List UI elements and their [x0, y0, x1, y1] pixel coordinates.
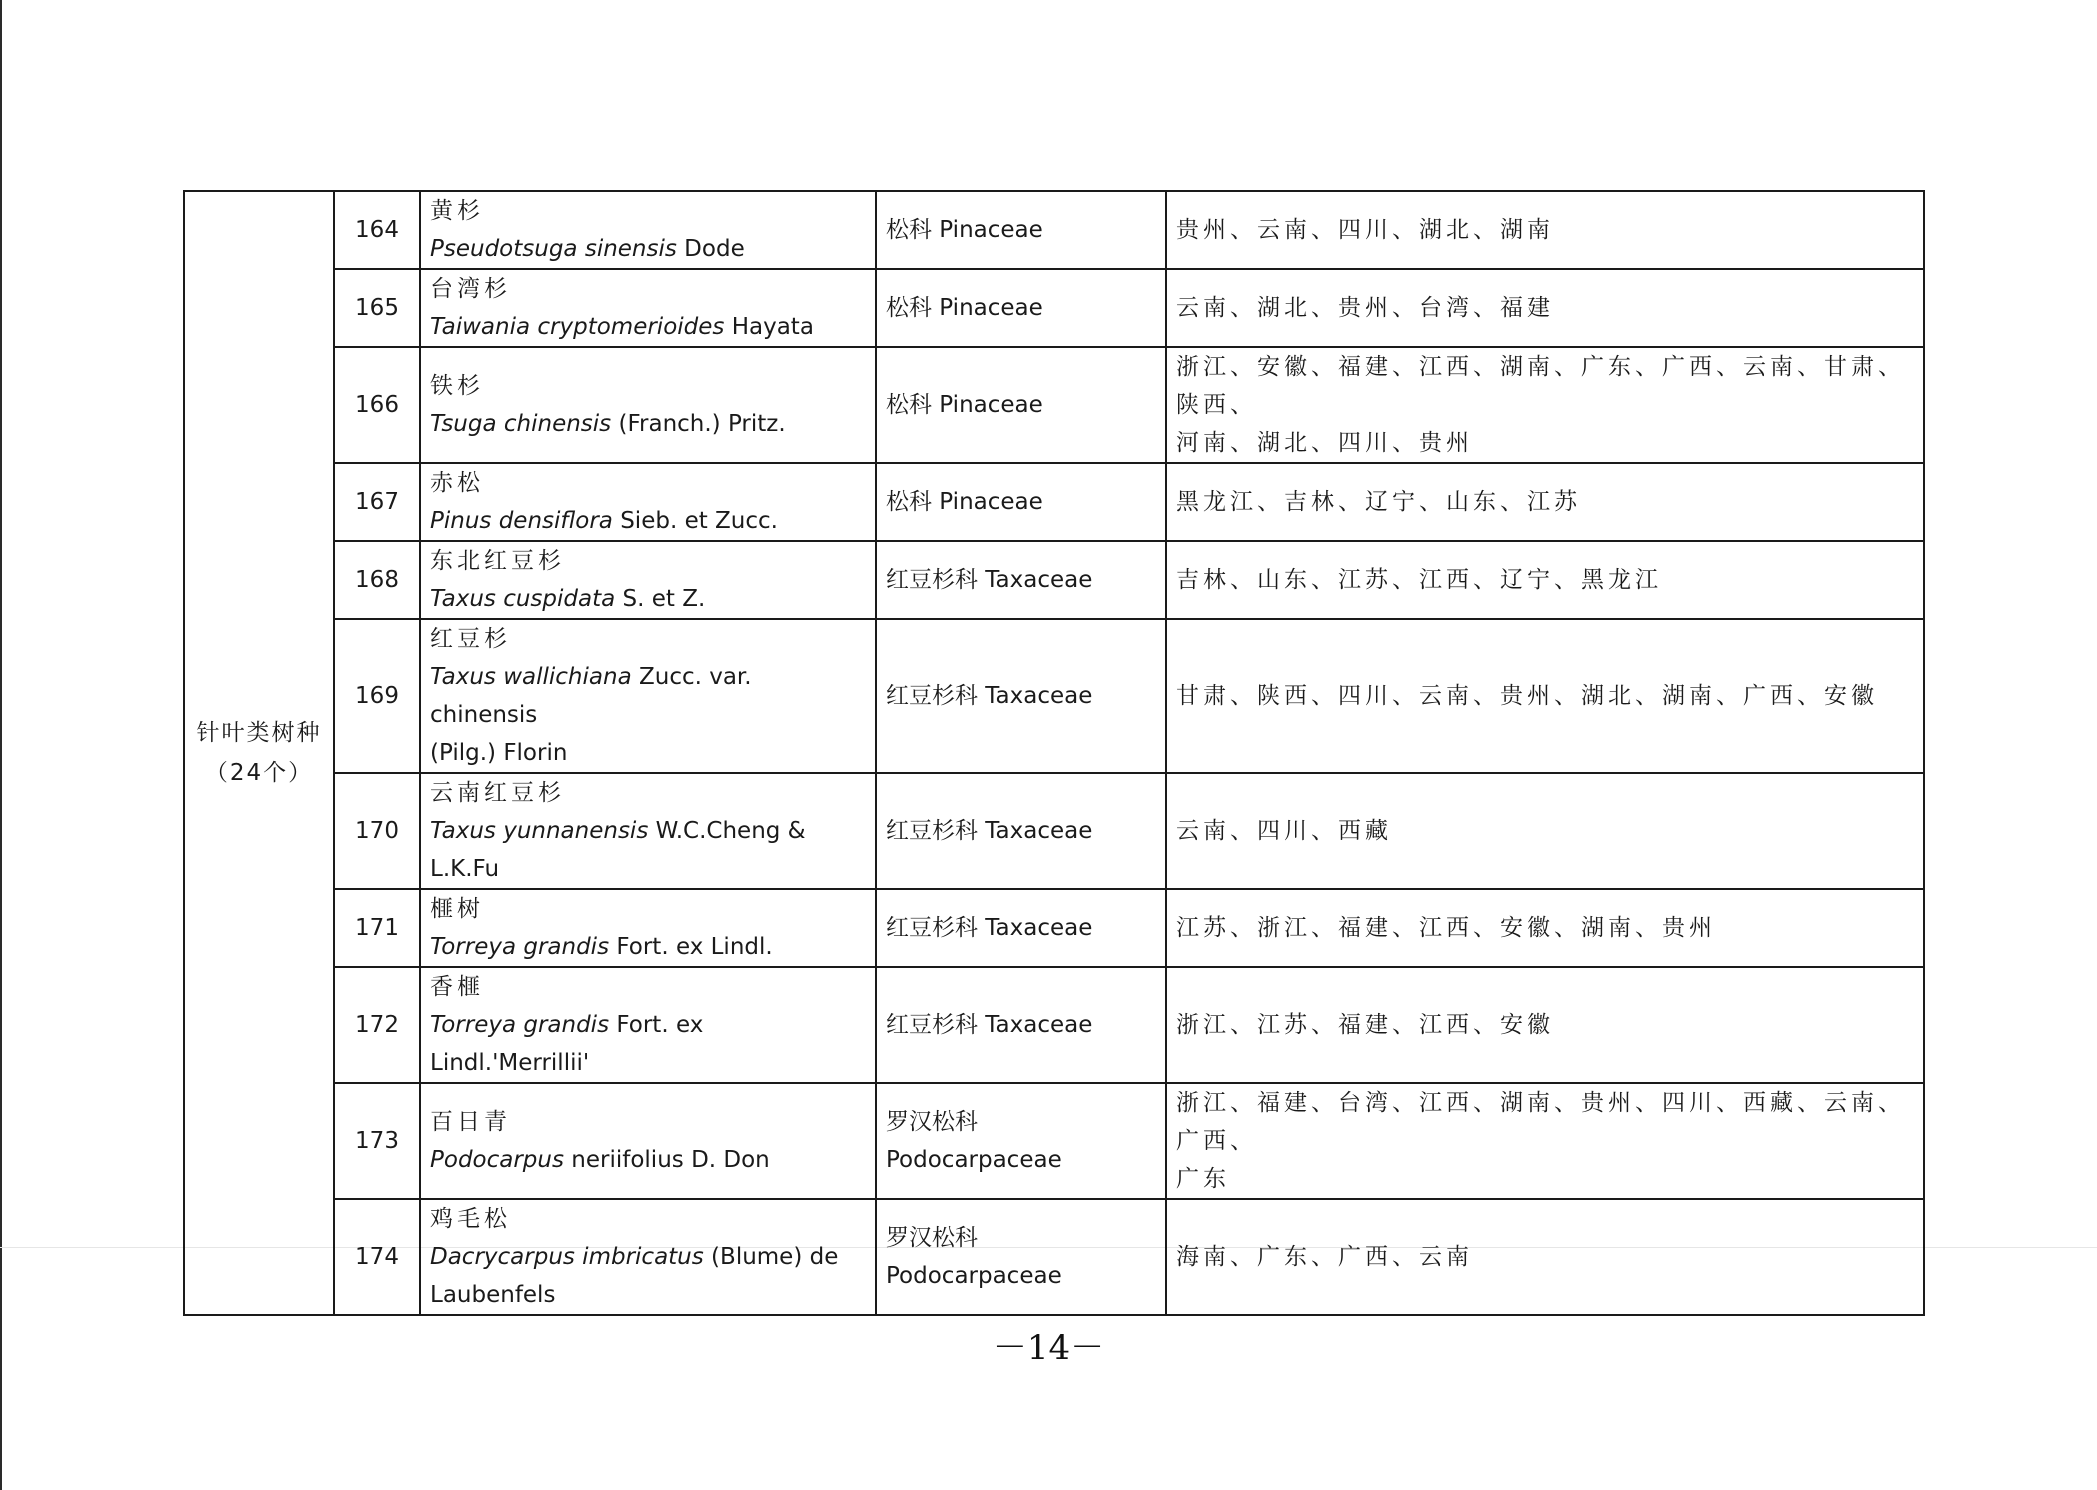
distribution-cell: [1166, 967, 1924, 1083]
table-row: [184, 463, 1924, 541]
author: (Blume) de: [703, 1244, 839, 1270]
family-cell: 罗汉松科 Podocarpaceae: [876, 1199, 1166, 1315]
family-cell: 红豆杉科 Taxaceae: [876, 889, 1166, 967]
distribution-cell: [1166, 1083, 1924, 1199]
scientific-name: [430, 658, 866, 734]
table-row: [184, 269, 1924, 347]
family-cell: 罗汉松科 Podocarpaceae: [876, 1083, 1166, 1199]
row-number: 170: [334, 773, 420, 889]
distribution-text: 浙江、江苏、福建、江西、安徽: [1176, 1012, 1554, 1038]
family-cell: 红豆杉科 Taxaceae: [876, 619, 1166, 773]
species-cell: [420, 541, 876, 619]
scientific-name: [430, 812, 866, 888]
family-cell: 红豆杉科 Taxaceae: [876, 773, 1166, 889]
scientific-name: [430, 928, 866, 966]
scientific-name: [430, 230, 866, 268]
chinese-name: 香榧: [430, 974, 484, 1000]
distribution-cell: [1166, 889, 1924, 967]
chinese-name: 红豆杉: [430, 626, 511, 652]
author: Fort. ex Lindl.'Merrillii': [430, 1012, 704, 1076]
genus-species: Taxus yunnanensis: [430, 818, 649, 844]
table-row: [184, 347, 1924, 463]
chinese-name: 东北红豆杉: [430, 548, 565, 574]
chinese-name: 黄杉: [430, 198, 484, 224]
row-number: 164: [334, 191, 420, 269]
family-cell: 松科 Pinaceae: [876, 191, 1166, 269]
genus-species: Podocarpus: [430, 1147, 564, 1173]
genus-species: Torreya grandis: [430, 934, 610, 960]
scientific-name-line2: (Pilg.) Florin: [430, 740, 568, 766]
species-cell: [420, 463, 876, 541]
scientific-name-line2: Laubenfels: [430, 1282, 556, 1308]
genus-species: Taxus cuspidata: [430, 586, 616, 612]
genus-species: Pinus densiflora: [430, 508, 613, 534]
species-cell: [420, 191, 876, 269]
scientific-name: [430, 580, 866, 618]
scientific-name: [430, 1141, 866, 1179]
species-cell: [420, 1199, 876, 1315]
chinese-name: 云南红豆杉: [430, 780, 565, 806]
row-number: 165: [334, 269, 420, 347]
table-row: [184, 773, 1924, 889]
species-cell: [420, 967, 876, 1083]
table-row: [184, 889, 1924, 967]
distribution-text: 云南、湖北、贵州、台湾、福建: [1176, 295, 1554, 321]
author: (Franch.) Pritz.: [611, 411, 786, 437]
distribution-text: 云南、四川、西藏: [1176, 818, 1392, 844]
distribution-cell: [1166, 347, 1924, 463]
author: Hayata: [724, 314, 814, 340]
distribution-text: 甘肃、陕西、四川、云南、贵州、湖北、湖南、广西、安徽: [1176, 683, 1878, 709]
chinese-name: 台湾杉: [430, 276, 511, 302]
distribution-text: 江苏、浙江、福建、江西、安徽、湖南、贵州: [1176, 915, 1716, 941]
family-cell: 松科 Pinaceae: [876, 463, 1166, 541]
family-cell: 松科 Pinaceae: [876, 269, 1166, 347]
author: neriifolius D. Don: [563, 1147, 770, 1173]
species-cell: [420, 1083, 876, 1199]
row-number: 167: [334, 463, 420, 541]
distribution-cell: [1166, 191, 1924, 269]
distribution-cell: [1166, 619, 1924, 773]
distribution-text: 浙江、福建、台湾、江西、湖南、贵州、四川、西藏、云南、广西、: [1176, 1090, 1905, 1154]
genus-species: Taxus wallichiana: [430, 664, 632, 690]
chinese-name: 铁杉: [430, 373, 484, 399]
genus-species: Tsuga chinensis: [430, 411, 612, 437]
chinese-name: 鸡毛松: [430, 1206, 511, 1232]
scientific-name: [430, 405, 866, 443]
row-number: 168: [334, 541, 420, 619]
distribution-cell: [1166, 541, 1924, 619]
chinese-name: 榧树: [430, 896, 484, 922]
scientific-name: [430, 1238, 866, 1276]
genus-species: Dacrycarpus imbricatus: [430, 1244, 704, 1270]
author: Fort. ex Lindl.: [609, 934, 773, 960]
row-number: 174: [334, 1199, 420, 1315]
distribution-text: 贵州、云南、四川、湖北、湖南: [1176, 217, 1554, 243]
author: S. et Z.: [615, 586, 706, 612]
table-row: [184, 619, 1924, 773]
author: Dode: [676, 236, 745, 262]
table-row: [184, 541, 1924, 619]
table-row: [184, 1199, 1924, 1315]
distribution-cell: [1166, 463, 1924, 541]
row-number: 166: [334, 347, 420, 463]
species-cell: [420, 269, 876, 347]
family-cell: 松科 Pinaceae: [876, 347, 1166, 463]
row-number: 171: [334, 889, 420, 967]
table-row: [184, 1083, 1924, 1199]
author: Sieb. et Zucc.: [612, 508, 778, 534]
category-count: （24个）: [204, 760, 314, 786]
table-row: [184, 967, 1924, 1083]
scientific-name: [430, 1006, 866, 1082]
row-number: 172: [334, 967, 420, 1083]
distribution-text: 海南、广东、广西、云南: [1176, 1244, 1473, 1270]
row-number: 173: [334, 1083, 420, 1199]
family-cell: 红豆杉科 Taxaceae: [876, 541, 1166, 619]
distribution-text-line2: 广东: [1176, 1166, 1230, 1192]
distribution-cell: [1166, 773, 1924, 889]
scan-border: [0, 0, 2, 1490]
distribution-text: 黑龙江、吉林、辽宁、山东、江苏: [1176, 489, 1581, 515]
family-cell: 红豆杉科 Taxaceae: [876, 967, 1166, 1083]
distribution-cell: [1166, 1199, 1924, 1315]
category-cell: [184, 191, 334, 1315]
distribution-text-line2: 河南、湖北、四川、贵州: [1176, 430, 1473, 456]
distribution-text: 浙江、安徽、福建、江西、湖南、广东、广西、云南、甘肃、陕西、: [1176, 354, 1905, 418]
author: W.C.Cheng & L.K.Fu: [430, 818, 806, 882]
page-number: －14－: [992, 1328, 1105, 1368]
species-cell: [420, 619, 876, 773]
chinese-name: 赤松: [430, 470, 484, 496]
species-cell: [420, 889, 876, 967]
table-row: [184, 191, 1924, 269]
row-number: 169: [334, 619, 420, 773]
genus-species: Torreya grandis: [430, 1012, 610, 1038]
category-name: 针叶类树种: [196, 720, 322, 746]
distribution-text: 吉林、山东、江苏、江西、辽宁、黑龙江: [1176, 567, 1662, 593]
genus-species: Pseudotsuga sinensis: [430, 236, 677, 262]
distribution-cell: [1166, 269, 1924, 347]
scientific-name: [430, 308, 866, 346]
chinese-name: 百日青: [430, 1109, 511, 1135]
author: Zucc. var. chinensis: [430, 664, 752, 728]
species-cell: [420, 347, 876, 463]
scientific-name: [430, 502, 866, 540]
species-cell: [420, 773, 876, 889]
species-table: [183, 190, 1925, 1316]
genus-species: Taiwania cryptomerioides: [430, 314, 725, 340]
